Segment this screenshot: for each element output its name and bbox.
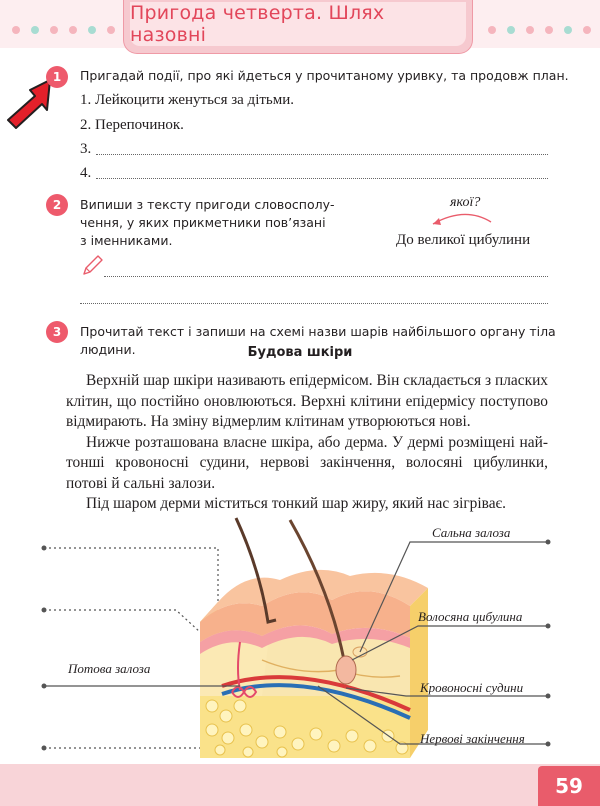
plan-item-number: 2.: [80, 117, 92, 133]
decorative-dots-right: [488, 26, 591, 36]
label-nerve-endings: Нервові закінчення: [420, 731, 525, 746]
instruction-line: чення, у яких прикметники пов’язані: [80, 215, 326, 230]
plan-item-4: [80, 165, 91, 182]
plan-item-number: 4.: [80, 165, 92, 181]
skin-structure-illustration: [0, 510, 600, 762]
paragraph: Верхній шар шкіри називають епідермісом. Він складається з пласких клітин, що постійно оновлюються. Верхні клітини епідермісу поступово відмирають. На зміну відмерлим клітинам утворюються нові.: [66, 372, 548, 430]
label-blood-vessels: Кровоносні судини: [420, 680, 524, 695]
label-hair-bulb: Волосяна цибулина: [418, 609, 523, 624]
title-box: [130, 2, 466, 46]
plan-item-number: 3.: [80, 141, 92, 157]
plan-item-number: 1.: [80, 92, 92, 108]
text-heading: Будова шкіри: [247, 345, 353, 360]
page-number: 59: [538, 766, 600, 806]
paragraph: Під шаром дерми міститься тонкий шар жиру, який нас зігріває.: [86, 495, 506, 512]
task1-instruction: Пригадай події, про які йдеться у прочитаному уривку, та продовж план.: [80, 68, 569, 83]
footer-band: [0, 764, 600, 806]
pencil-icon: [80, 254, 104, 278]
label-sweat-gland: Потова залоза: [68, 661, 151, 676]
plan-item-text: Лейкоцити женуться за дітьми.: [95, 92, 295, 108]
paragraph: Нижче розташована власне шкіра, або дерма. У дермі розміщені найтонші кровоносні судини, нервові закінчення, волосяні цибулинки, потові й сальні залози.: [66, 433, 548, 492]
task3-instruction: Прочитай текст і запиши на схемі назви шарів найбільшого органу тіла людини.: [80, 324, 556, 357]
label-sebaceous-gland: Сальна залоза: [432, 525, 511, 540]
answer-line[interactable]: [96, 178, 548, 179]
text-body: [66, 371, 548, 515]
plan-item-1: [80, 92, 294, 109]
task2-instruction: [80, 196, 335, 250]
page-title: Пригода четверта. Шлях назовні: [130, 2, 385, 46]
question-word: якої?: [450, 195, 481, 210]
answer-line[interactable]: [80, 303, 548, 304]
answer-line[interactable]: [104, 276, 548, 277]
plan-item-text: Перепочинок.: [95, 117, 184, 133]
instruction-line: з іменниками.: [80, 233, 173, 248]
plan-item-3: [80, 141, 91, 158]
decorative-dots-left: [12, 26, 134, 36]
curved-arrow-icon: [425, 208, 495, 230]
task-number-badge: 2: [46, 194, 68, 216]
example-phrase: До великої цибулини: [396, 232, 531, 248]
instruction-line: Випиши з тексту пригоди словосполу-: [80, 197, 335, 212]
task-number-badge: 1: [46, 66, 68, 88]
plan-item-2: [80, 117, 184, 134]
task-number-badge: 3: [46, 321, 68, 343]
answer-line[interactable]: [96, 154, 548, 155]
